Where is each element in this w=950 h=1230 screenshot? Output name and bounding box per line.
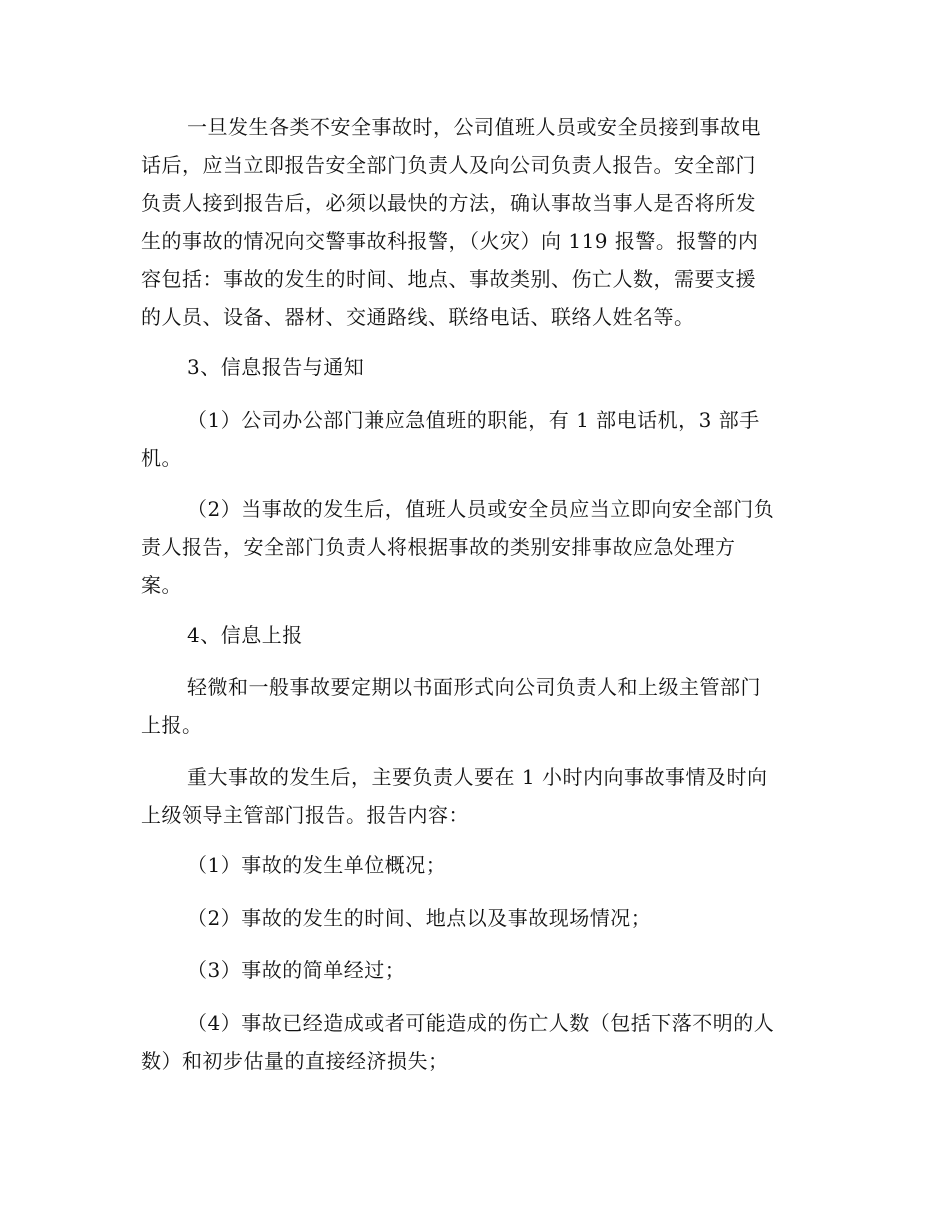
- list-item-4-line-1: （4）事故已经造成或者可能造成的伤亡人数（包括下落不明的人: [187, 1011, 775, 1035]
- paragraph-1-line-2: 话后，应当立即报告安全部门负责人及向公司负责人报告。安全部门: [141, 153, 756, 177]
- paragraph-1-line-5: 容包括：事故的发生的时间、地点、事故类别、伤亡人数，需要支援: [141, 267, 756, 291]
- paragraph-5-line-2: 上级领导主管部门报告。报告内容：: [141, 803, 469, 827]
- paragraph-4-line-2: 上报。: [141, 713, 203, 737]
- section-heading-4: 4、信息上报: [187, 623, 303, 647]
- list-item-1: （1）事故的发生单位概况；: [187, 853, 447, 877]
- paragraph-3-line-3: 案。: [141, 573, 182, 597]
- paragraph-1-line-3: 负责人接到报告后，必须以最快的方法，确认事故当事人是否将所发: [141, 191, 756, 215]
- paragraph-4-line-1: 轻微和一般事故要定期以书面形式向公司负责人和上级主管部门: [187, 675, 761, 699]
- list-item-2: （2）事故的发生的时间、地点以及事故现场情况；: [187, 906, 652, 930]
- paragraph-1-line-4: 生的事故的情况向交警事故科报警，（火灾）向 119 报警。报警的内: [141, 229, 759, 253]
- paragraph-1-line-1: 一旦发生各类不安全事故时，公司值班人员或安全员接到事故电: [187, 115, 761, 139]
- paragraph-2-line-2: 机。: [141, 446, 182, 470]
- paragraph-5-line-1: 重大事故的发生后，主要负责人要在 1 小时内向事故事情及时向: [187, 765, 768, 789]
- paragraph-3-line-1: （2）当事故的发生后，值班人员或安全员应当立即向安全部门负: [187, 497, 775, 521]
- list-item-4-line-2: 数）和初步估量的直接经济损失；: [141, 1049, 449, 1073]
- section-heading-3: 3、信息报告与通知: [187, 355, 365, 379]
- paragraph-1-line-6: 的人员、设备、器材、交通路线、联络电话、联络人姓名等。: [141, 305, 695, 329]
- list-item-3: （3）事故的简单经过；: [187, 958, 406, 982]
- paragraph-2-line-1: （1）公司办公部门兼应急值班的职能，有 1 部电话机，3 部手: [187, 408, 760, 432]
- paragraph-3-line-2: 责人报告，安全部门负责人将根据事故的类别安排事故应急处理方: [141, 535, 736, 559]
